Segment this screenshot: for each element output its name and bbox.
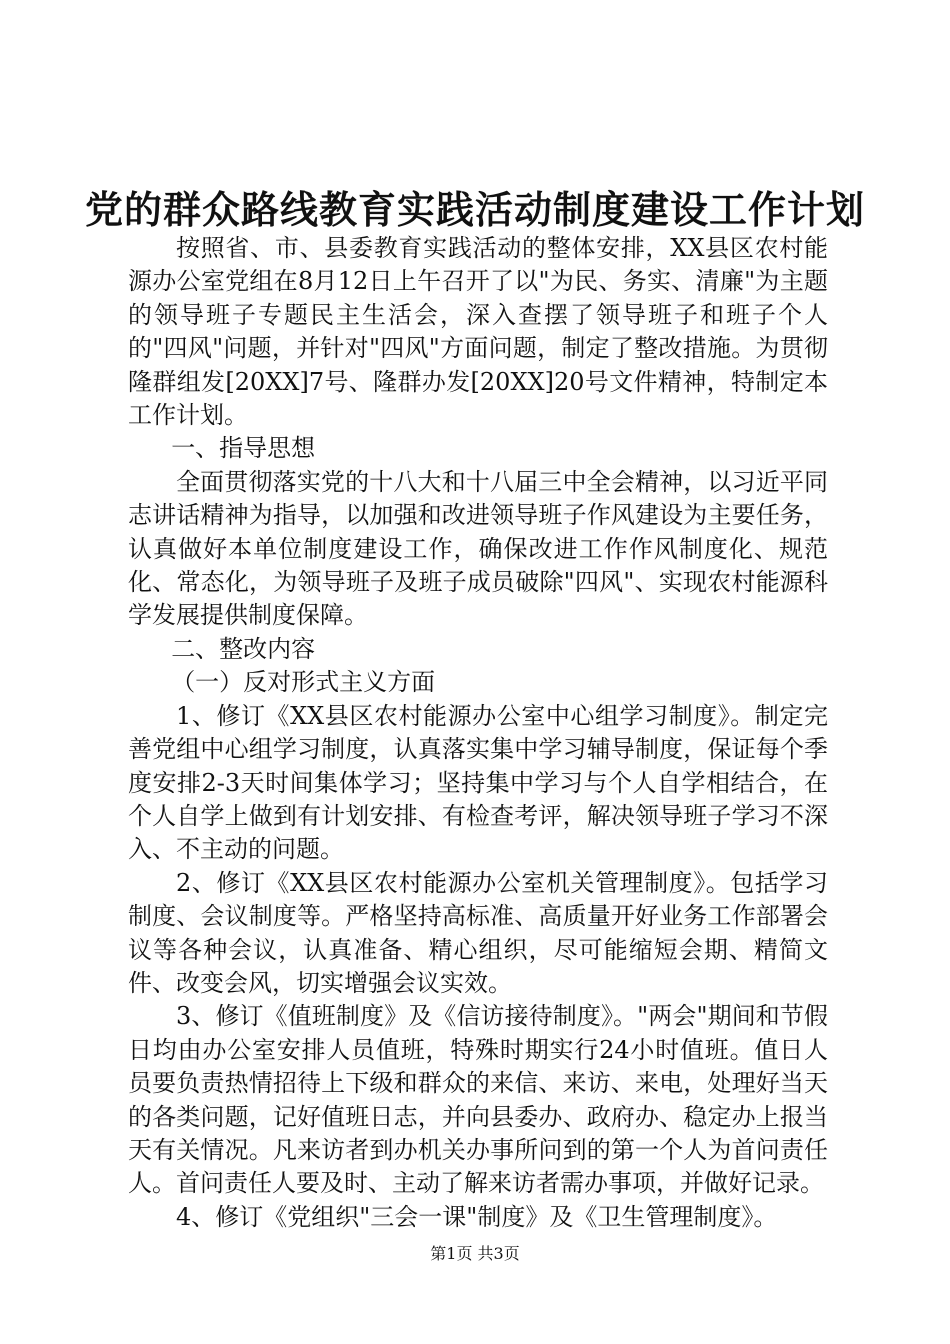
- item-paragraph-2: 2、修订《XX县区农村能源办公室机关管理制度》。包括学习制度、会议制度等。严格坚持高标准、高质量开好业务工作部署会议等各种会议，认真准备、精心组织，尽可能缩短会期、精简文件、改变会风，切实增强会议实效。: [128, 868, 828, 997]
- item-paragraph-4: 4、修订《党组织"三会一课"制度》及《卫生管理制度》。: [176, 1202, 778, 1231]
- document-body: [128, 232, 828, 1234]
- subsection-heading-formalism: （一）反对形式主义方面: [171, 668, 436, 697]
- item-paragraph-1: 1、修订《XX县区农村能源办公室中心组学习制度》。制定完善党组中心组学习制度，认真落实集中学习辅导制度，保证每个季度安排2-3天时间集体学习；坚持集中学习与个人自学相结合，在个人自学上做到有计划安排、有检查考评，解决领导班子学习不深入、不主动的问题。: [128, 701, 828, 864]
- section-heading-guiding-ideology: 一、指导思想: [171, 434, 316, 463]
- intro-paragraph: 按照省、市、县委教育实践活动的整体安排，XX县区农村能源办公室党组在8月12日上午召开了以"为民、务实、清廉"为主题的领导班子专题民主生活会，深入查摆了领导班子和班子个人的"四风"问题，并针对"四风"方面问题，制定了整改措施。为贯彻隆群组发[20XX]7号、隆群办发[20XX]20号文件精神，特制定本工作计划。: [128, 234, 828, 430]
- page-number-footer: 第1页 共3页: [430, 1244, 520, 1263]
- section-heading-rectification: 二、整改内容: [171, 634, 316, 663]
- item-paragraph-3: 3、修订《值班制度》及《信访接待制度》。"两会"期间和节假日均由办公室安排人员值班，特殊时期实行24小时值班。值日人员要负责热情招待上下级和群众的来信、来访、来电，处理好当天的各类问题，记好值班日志，并向县委办、政府办、稳定办上报当天有关情况。凡来访者到办机关办事所问到的第一个人为首问责任人。首问责任人要及时、主动了解来访者需办事项，并做好记录。: [128, 1002, 828, 1198]
- document-title: 党的群众路线教育实践活动制度建设工作计划: [84, 188, 865, 232]
- guiding-ideology-paragraph: 全面贯彻落实党的十八大和十八届三中全会精神，以习近平同志讲话精神为指导，以加强和改进领导班子作风建设为主要任务，认真做好本单位制度建设工作，确保改进工作作风制度化、规范化、常态化，为领导班子及班子成员破除"四风"、实现农村能源科学发展提供制度保障。: [128, 467, 828, 630]
